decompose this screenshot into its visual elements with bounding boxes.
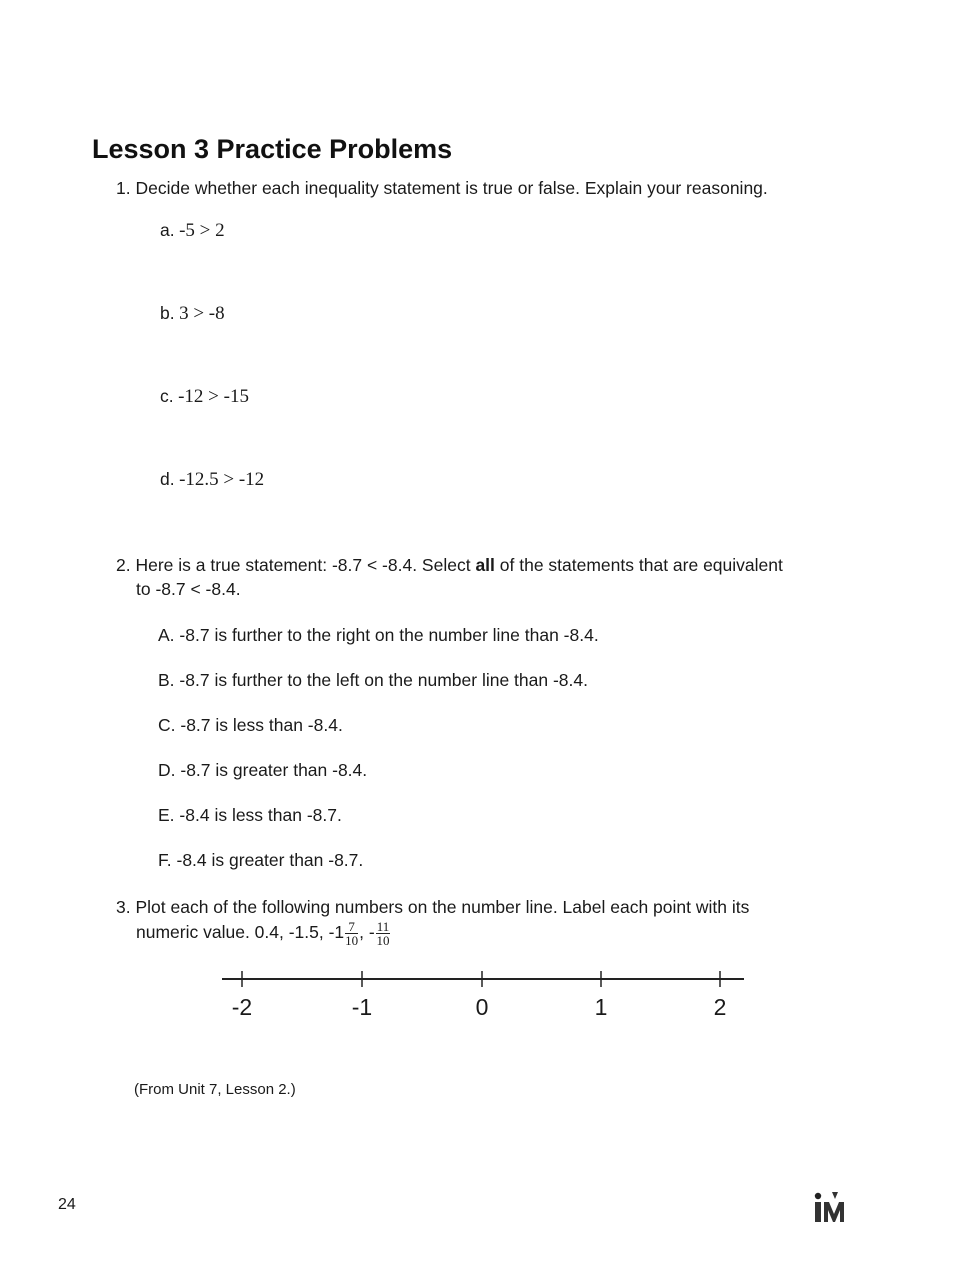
problem-3-number: 3. [116, 897, 131, 917]
tick-label: -1 [351, 994, 373, 1020]
fraction-denominator: 10 [376, 933, 390, 948]
problem-2-text-bold: all [475, 555, 495, 575]
page-number: 24 [58, 1196, 76, 1213]
option-text: -8.7 is further to the right on the number line than -8.4. [179, 625, 599, 645]
option-label: E. [158, 805, 175, 825]
item-expression: 3 > -8 [179, 303, 225, 324]
option-label: B. [158, 670, 175, 690]
im-logo-icon [812, 1190, 854, 1226]
option-text: -8.7 is further to the left on the number line than -8.4. [179, 670, 588, 690]
item-expression: -5 > 2 [179, 220, 225, 241]
problem-2-number: 2. [116, 555, 131, 575]
value-separator: , - [359, 922, 375, 943]
item-expression: -12.5 > -12 [179, 469, 265, 490]
tick-label: 1 [594, 994, 608, 1020]
tick-label: 2 [713, 994, 727, 1020]
item-expression: -12 > -15 [178, 386, 249, 407]
option-label: C. [158, 715, 176, 735]
tick-label: -2 [231, 994, 253, 1020]
fraction-numerator: 7 [345, 920, 358, 934]
problem-2-text-before: Here is a true statement: -8.7 < -8.4. Select [135, 555, 476, 575]
item-label: b. [160, 303, 175, 323]
fraction-denominator: 10 [345, 933, 359, 948]
option-text: -8.7 is greater than -8.4. [180, 760, 368, 780]
page-title: Lesson 3 Practice Problems [92, 134, 453, 164]
option-text: -8.4 is greater than -8.7. [176, 850, 364, 870]
option-text: -8.4 is less than -8.7. [179, 805, 342, 825]
problem-1-number: 1. [116, 178, 131, 198]
problem-2-prompt-line2: to -8.7 < -8.4. [136, 579, 241, 599]
option-label: F. [158, 850, 172, 870]
problem-2-text-after: of the statements that are equivalent [494, 555, 783, 575]
item-label: d. [160, 469, 175, 489]
tick-label: 0 [475, 994, 489, 1020]
item-label: c. [160, 386, 174, 406]
problem-3-values: numeric value. 0.4, -1.5, -1 [136, 922, 345, 943]
problem-3-text: Plot each of the following numbers on the number line. Label each point with its [135, 897, 750, 917]
item-label: a. [160, 220, 175, 240]
problem-1-text: Decide whether each inequality statement is true or false. Explain your reasoning. [135, 178, 768, 198]
option-text: -8.7 is less than -8.4. [180, 715, 343, 735]
option-label: D. [158, 760, 176, 780]
source-note: (From Unit 7, Lesson 2.) [134, 1081, 296, 1098]
option-label: A. [158, 625, 175, 645]
fraction-numerator: 11 [376, 919, 390, 934]
